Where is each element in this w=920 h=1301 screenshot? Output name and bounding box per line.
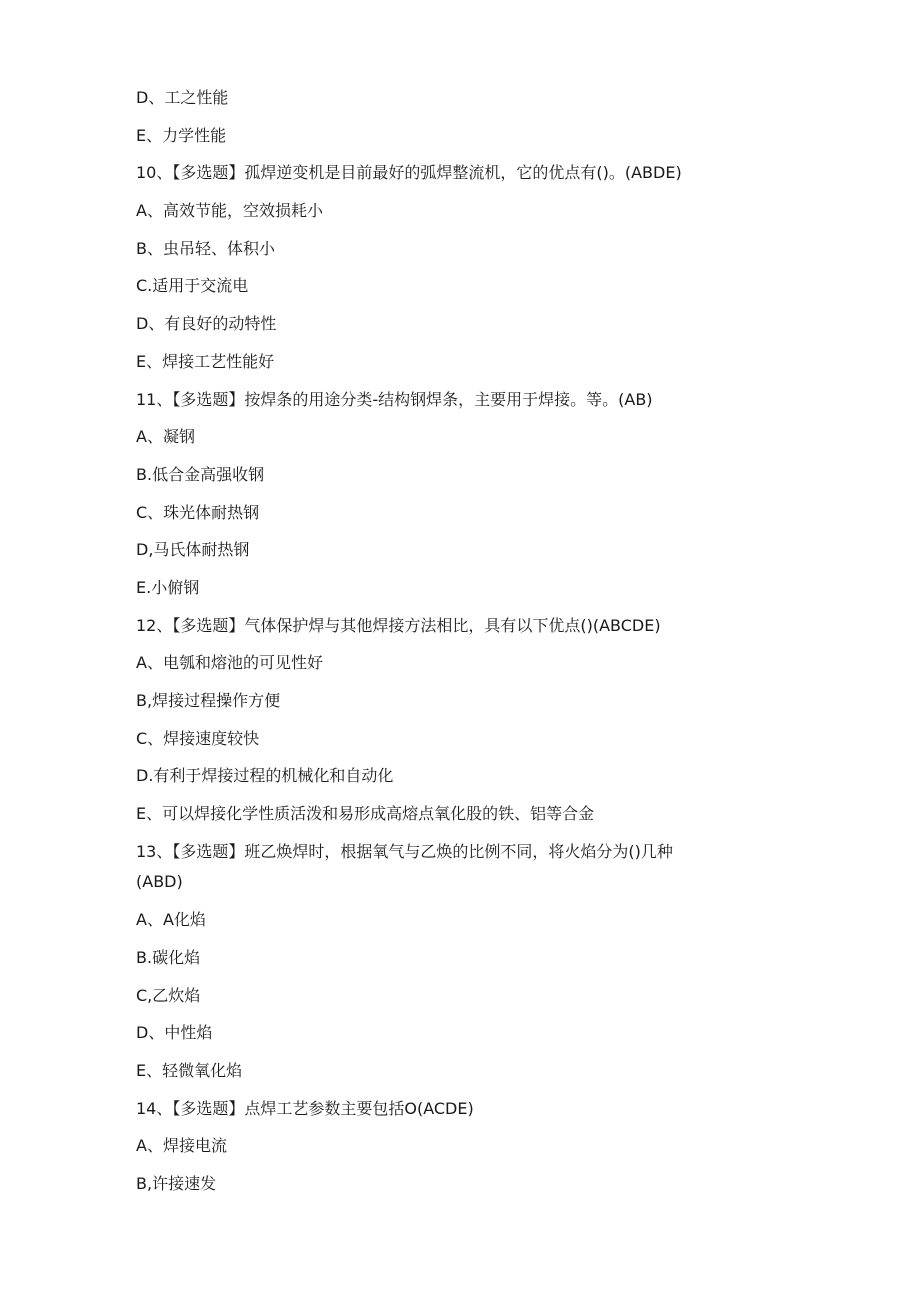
option-line: D、有良好的动特性	[136, 314, 277, 334]
option-line: C、珠光体耐热钢	[136, 502, 260, 522]
option-line: E.小俯钢	[136, 577, 200, 597]
option-line: C.适用于交流电	[136, 276, 249, 296]
option-line: A、A化焰	[136, 910, 206, 930]
document-page	[136, 87, 836, 1211]
option-line: E、轻微氧化焰	[136, 1060, 243, 1080]
option-line: B,焊接过程操作方便	[136, 691, 281, 710]
option-line: E、可以焊接化学性质活泼和易形成高熔点氧化股的铁、铝等合金	[136, 804, 595, 824]
question-line: 11、【多选题】按焊条的用途分类-结构钢焊条，主要用于焊接。等。(AB)	[136, 389, 653, 409]
question-answer-line: (ABD)	[136, 872, 183, 892]
question-line: 12、【多选题】气体保护焊与其他焊接方法相比，具有以下优点()(ABCDE)	[136, 615, 661, 635]
option-line: E、力学性能	[136, 125, 227, 145]
option-line: B、虫吊轻、体积小	[136, 238, 275, 258]
question-line: 13、【多选题】班乙焕焊时，根据氧气与乙焕的比例不同，将火焰分为()几种	[136, 841, 673, 861]
option-line: D,马氏体耐热钢	[136, 540, 250, 560]
option-line: B.碳化焰	[136, 947, 201, 967]
option-line: C,乙炊焰	[136, 985, 201, 1005]
option-line: B,许接速发	[136, 1173, 217, 1193]
option-line: A、凝钢	[136, 427, 195, 447]
option-line: D.有利于焊接过程的机械化和自动化	[136, 766, 394, 786]
question-line: 14、【多选题】点焊工艺参数主要包括O(ACDE)	[136, 1098, 474, 1118]
option-line: D、工之性能	[136, 88, 229, 107]
option-line: D、中性焰	[136, 1023, 213, 1043]
option-line: A、高效节能，空效损耗小	[136, 201, 323, 221]
question-line: 10、【多选题】孤焊逆变机是目前最好的弧焊整流机，它的优点有()。(ABDE)	[136, 163, 682, 183]
option-line: E、焊接工艺性能好	[136, 351, 275, 371]
option-line: A、电瓠和熔池的可见性好	[136, 653, 323, 673]
option-line: A、焊接电流	[136, 1136, 227, 1156]
option-line: B.低合金高强收钢	[136, 464, 265, 484]
option-line: C、焊接速度较快	[136, 728, 260, 748]
